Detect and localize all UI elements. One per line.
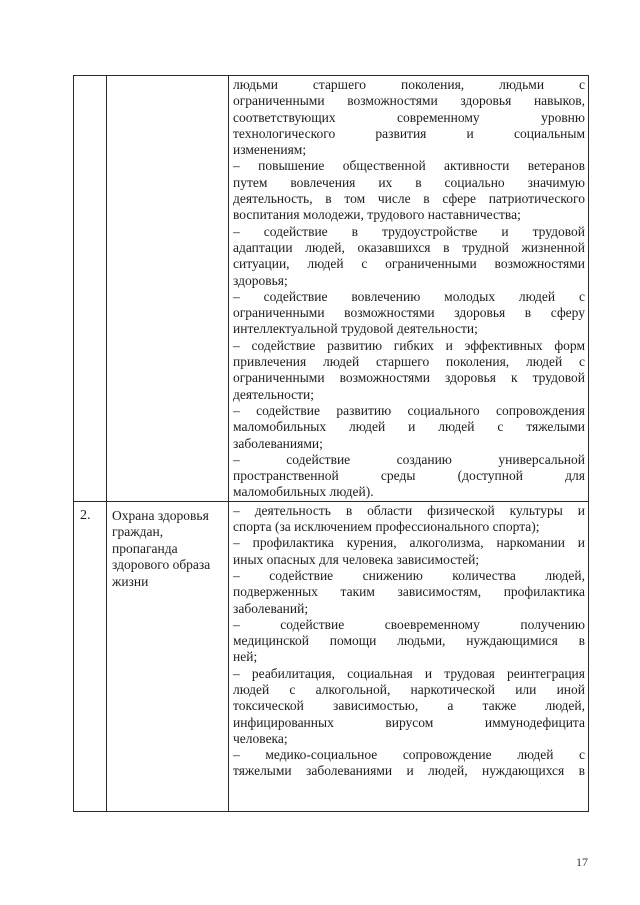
topic-line: Охрана здоровья — [112, 507, 209, 523]
table-row — [74, 501, 589, 811]
row-topic-cell — [107, 501, 229, 811]
topic-line: граждан, — [112, 524, 164, 540]
text-line: иных опасных для человека зависимостей; — [233, 551, 480, 567]
text-line: маломобильных людей и людей с тяжелыми — [233, 419, 585, 435]
text-line: – содействие развитию социального сопровождения — [233, 402, 585, 418]
text-line: подверженных таким зависимостям, профилактика — [233, 584, 585, 600]
activities-table — [73, 75, 589, 812]
page-number: 17 — [576, 855, 588, 869]
topic-text — [112, 508, 228, 591]
text-line: маломобильных людей). — [233, 484, 374, 500]
text-line: технологического развития и социальным — [233, 125, 585, 141]
text-line: – содействие снижению количества людей, — [233, 567, 585, 583]
text-line: медицинской помощи людьми, нуждающимися в — [233, 633, 585, 649]
row-description-cell — [229, 501, 589, 811]
text-line: людей с алкогольной, наркотической или иной — [233, 681, 585, 697]
text-line: пространственной среды (доступной для — [233, 468, 585, 484]
text-line: людьми старшего поколения, людьми с — [233, 77, 585, 92]
text-line: ограниченными возможностями здоровья навыков, — [233, 93, 585, 109]
text-line: изменениям; — [233, 142, 307, 158]
topic-line: жизни — [112, 573, 149, 589]
text-line: воспитания молодежи, трудового наставничества; — [233, 207, 521, 223]
text-line: – реабилитация, социальная и трудовая реинтеграция — [233, 665, 585, 681]
text-line: соответствующих современному уровню — [233, 109, 585, 125]
text-line: токсической зависимостью, а также людей, — [233, 698, 585, 714]
text-line: деятельность, в том числе в сфере патриотического — [233, 191, 585, 207]
text-line: привлечения людей старшего поколения, людей с — [233, 354, 585, 370]
topic-line: пропаганда — [112, 540, 178, 556]
text-line: – содействие вовлечению молодых людей с — [233, 288, 585, 304]
text-line: здоровья; — [233, 272, 288, 288]
text-line: ограниченными возможностями здоровья к трудовой — [233, 370, 585, 386]
text-line: – медико-социальное сопровождение людей с — [233, 747, 585, 763]
row-topic-cell — [107, 76, 229, 502]
description-text — [233, 503, 585, 780]
text-line: интеллектуальной трудовой деятельности; — [233, 321, 478, 337]
description-text — [233, 77, 585, 501]
text-line: тяжелыми заболеваниями и людей, нуждающихся в — [233, 763, 585, 779]
text-line: ограниченными возможностями здоровья в сферу — [233, 305, 585, 321]
text-line: – содействие в трудоустройстве и трудовой — [233, 223, 585, 239]
text-line: – содействие развитию гибких и эффективных форм — [233, 337, 585, 353]
text-line: – содействие своевременному получению — [233, 616, 585, 632]
text-line: адаптации людей, оказавшихся в трудной жизненной — [233, 239, 585, 255]
row-number-cell: 2. — [74, 501, 107, 811]
row-description-cell — [229, 76, 589, 502]
text-line: заболеваний; — [233, 600, 309, 616]
text-line: – повышение общественной активности ветеранов — [233, 158, 585, 174]
text-line: – содействие созданию универсальной — [233, 451, 585, 467]
table-row — [74, 76, 589, 502]
row-number-cell — [74, 76, 107, 502]
text-line: человека; — [233, 730, 288, 746]
text-line: ней; — [233, 649, 258, 665]
topic-line: здорового образа — [112, 557, 211, 573]
text-line: заболеваниями; — [233, 435, 323, 451]
text-line: инфицированных вирусом иммунодефицита — [233, 714, 585, 730]
text-line: – деятельность в области физической культуры и — [233, 502, 585, 518]
text-line: деятельности; — [233, 386, 315, 402]
text-line: спорта (за исключением профессионального спорта); — [233, 519, 540, 535]
text-line: путем вовлечения их в социально значимую — [233, 174, 585, 190]
text-line: – профилактика курения, алкоголизма, наркомании и — [233, 535, 585, 551]
text-line: ситуации, людей с ограниченными возможностями — [233, 256, 585, 272]
